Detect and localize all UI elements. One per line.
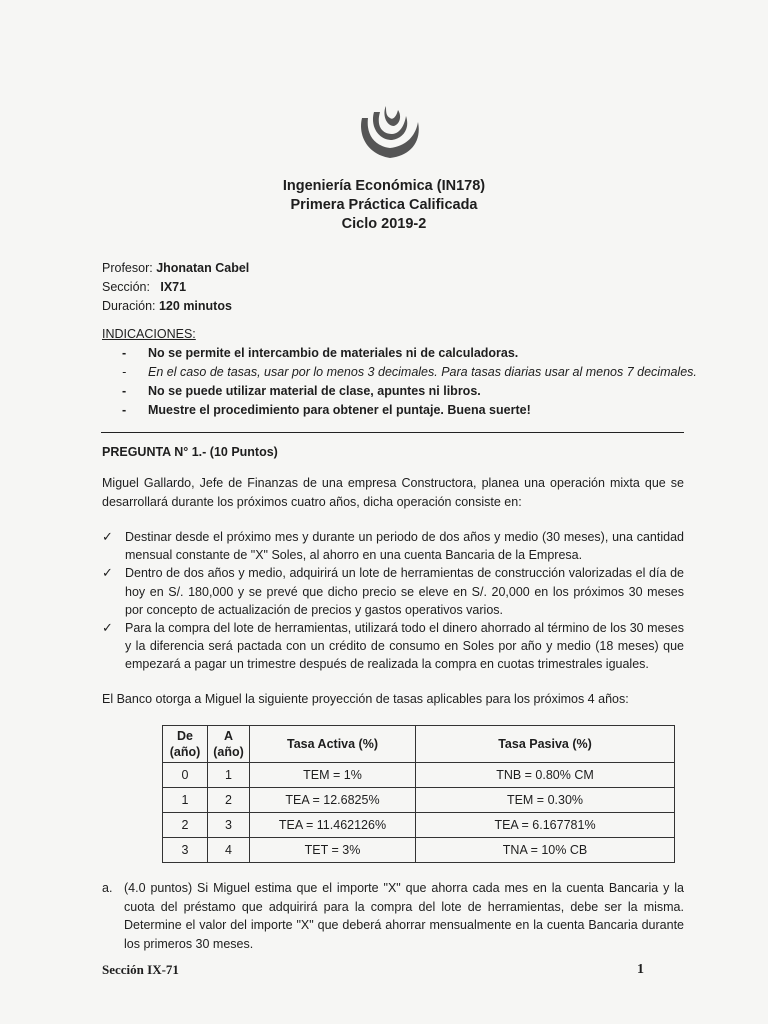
list-item: ✓ Destinar desde el próximo mes y durante un periodo de dos años y medio (30 meses), una cantidad mensual constante de "X" Soles, al ahorro en una cuenta Bancaria de la Empresa. [102, 529, 684, 563]
section-divider [101, 432, 684, 433]
list-item: ✓ Para la compra del lote de herramientas, utilizará todo el dinero ahorrado al término de los 30 meses y la diferencia será pactada con un crédito de consumo en Soles por año y medio (18 meses) que empezará a pagar un trimestre después de realizada la compra en cuotas trimestrales iguales. [102, 620, 684, 672]
table-cell: TEA = 11.462126% [250, 813, 416, 838]
question-title: PREGUNTA N° 1.- (10 Puntos) [102, 445, 278, 459]
part-a-text: (4.0 puntos) Si Miguel estima que el importe "X" que ahorra cada mes en la cuenta Bancaria y la cuota del préstamo que adquirirá para la compra del lote de herramientas, debe ser la misma. Determine el valor del importe "X" que deberá ahorrar mensualmente en la cuenta Bancaria durante los primeros 30 meses. [124, 881, 684, 951]
table-cell: 0 [163, 763, 208, 788]
list-item: - No se permite el intercambio de materiales ni de calculadoras. [122, 346, 519, 360]
footer-section: Sección IX-71 [102, 962, 179, 977]
table-header-cell: De (año) [163, 726, 208, 763]
page-number: 1 [637, 962, 644, 977]
document-header [0, 177, 768, 234]
checkmark-icon: ✓ [102, 565, 113, 581]
question-intro: Miguel Gallardo, Jefe de Finanzas de una empresa Constructora, planea una operación mixta que se desarrollará durante los próximos cuatro años, dicha operación consiste en: [102, 476, 684, 509]
indications-section [102, 325, 697, 420]
section-code: IX71 [160, 280, 187, 294]
course-title: Ingeniería Económica (IN178) [282, 178, 486, 194]
university-logo-icon [356, 104, 424, 160]
part-a-label: a. [102, 881, 113, 895]
cycle-title: Ciclo 2019-2 [341, 216, 427, 232]
table-header-row [163, 726, 675, 763]
table-cell: 4 [208, 838, 250, 863]
list-item: ✓ Dentro de dos años y medio, adquirirá un lote de herramientas de construcción valorizadas el día de hoy en S/. 180,000 y se prevé que dicho precio se eleve en S/. 20,000 en los próximos 30 meses por concepto de actualización de precios y gastos operativos varios. [102, 565, 684, 617]
table-cell: TEA = 12.6825% [250, 788, 416, 813]
part-a [102, 879, 684, 953]
table-row [163, 788, 675, 813]
exam-title: Primera Práctica Calificada [290, 197, 478, 213]
table-cell: 1 [163, 788, 208, 813]
table-header-cell: Tasa Pasiva (%) [416, 726, 675, 763]
table-cell: TEM = 0.30% [416, 788, 675, 813]
table-row [163, 763, 675, 788]
list-item: - No se puede utilizar material de clase, apuntes ni libros. [122, 384, 481, 398]
section-line: Sección: IX71 [102, 280, 187, 294]
rates-table [162, 725, 675, 863]
table-cell: 1 [208, 763, 250, 788]
table-cell: TEA = 6.167781% [416, 813, 675, 838]
table-cell: TNA = 10% CB [416, 838, 675, 863]
indications-list [102, 344, 697, 420]
table-cell: 3 [163, 838, 208, 863]
list-item: - Muestre el procedimiento para obtener el puntaje. Buena suerte! [122, 403, 531, 417]
steps-list [102, 528, 684, 674]
professor-line: Profesor: Jhonatan Cabel [102, 261, 250, 275]
table-header-cell: A (año) [208, 726, 250, 763]
table-cell: TEM = 1% [250, 763, 416, 788]
list-item: - En el caso de tasas, usar por lo menos 3 decimales. Para tasas diarias usar al menos 7 decimales. [122, 365, 697, 379]
table-cell: TNB = 0.80% CM [416, 763, 675, 788]
duration-value: 120 minutos [158, 299, 232, 313]
checkmark-icon: ✓ [102, 529, 113, 544]
table-cell: TET = 3% [250, 838, 416, 863]
table-cell: 2 [163, 813, 208, 838]
table-cell: 2 [208, 788, 250, 813]
professor-name: Jhonatan Cabel [156, 261, 250, 275]
checkmark-icon: ✓ [102, 620, 113, 636]
table-row [163, 838, 675, 863]
table-header-cell: Tasa Activa (%) [250, 726, 416, 763]
duration-line: Duración: 120 minutos [102, 299, 232, 313]
bank-text: El Banco otorga a Miguel la siguiente proyección de tasas aplicables para los próximos 4 años: [102, 692, 629, 706]
indications-title: INDICACIONES: [102, 327, 196, 341]
table-row [163, 813, 675, 838]
exam-meta [102, 259, 249, 316]
table-cell: 3 [208, 813, 250, 838]
